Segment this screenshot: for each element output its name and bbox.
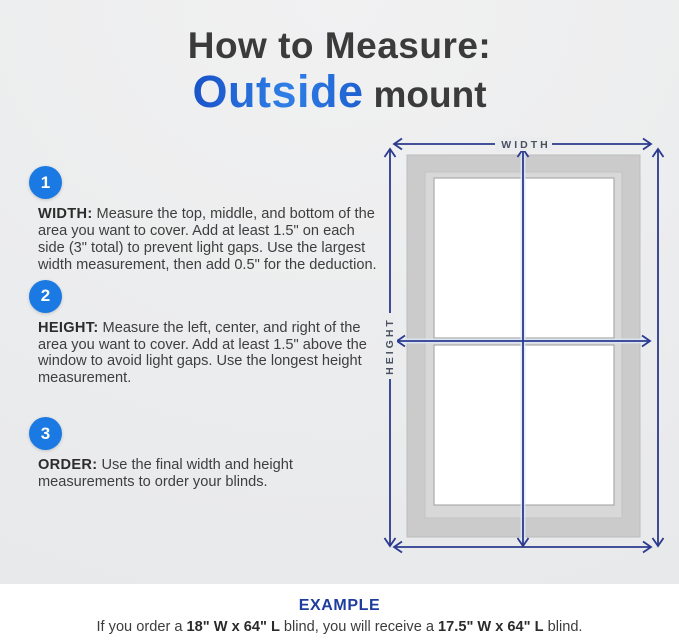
steps-list: [29, 166, 377, 497]
example-prefix: If you order a: [96, 619, 187, 635]
step-3-body: Use the final width and height measurements to order your blinds.: [38, 457, 293, 491]
step-1-label: WIDTH:: [38, 206, 93, 222]
example-section: [0, 584, 679, 644]
page-title: [0, 26, 679, 117]
step-1-badge: 1: [29, 166, 62, 199]
example-suffix: blind.: [543, 619, 583, 635]
window-diagram: [373, 128, 677, 564]
title-mount-type: Outside: [192, 65, 364, 117]
width-label: WIDTH: [501, 139, 551, 151]
step-1-text: [38, 206, 378, 274]
example-text: [0, 619, 679, 635]
step-1-body: Measure the top, middle, and bottom of the area you want to cover. Add at least 1.5" on each side (3" total) to prevent light gaps. Use the largest width measurement, then add 0.5" for the deduction.: [38, 206, 377, 273]
step-width: [29, 166, 377, 274]
example-receive-size: 17.5" W x 64" L: [438, 619, 544, 635]
step-2-text: [38, 320, 378, 388]
step-2-body: Measure the left, center, and right of the area you want to cover. Add at least 1.5" above the window to avoid light gaps. Use the longest height measurement.: [38, 319, 367, 387]
step-2-label: HEIGHT:: [38, 319, 99, 336]
step-2-badge: 2: [29, 280, 62, 313]
step-height: [29, 280, 373, 388]
step-order: [29, 417, 373, 491]
title-line2: [0, 65, 679, 117]
height-label: HEIGHT: [383, 317, 396, 375]
step-3-badge: 3: [29, 417, 62, 450]
example-heading: EXAMPLE: [298, 597, 381, 614]
title-line1: How to Measure:: [187, 25, 492, 66]
example-order-size: 18" W x 64" L: [186, 619, 280, 635]
example-middle: blind, you will receive a: [279, 619, 439, 635]
step-3-text: [38, 457, 378, 491]
title-mount-word: mount: [373, 73, 487, 115]
step-3-label: ORDER:: [38, 457, 98, 474]
